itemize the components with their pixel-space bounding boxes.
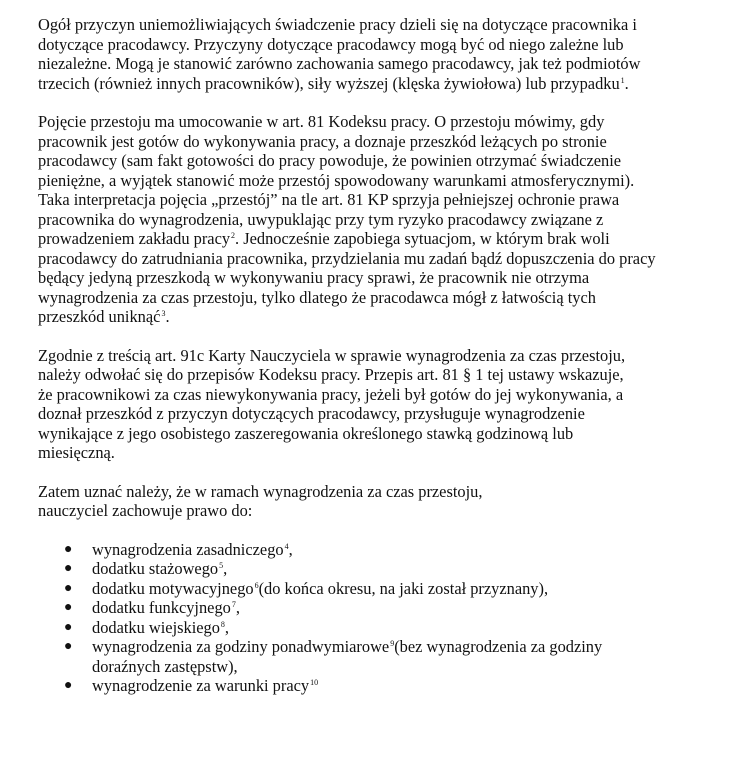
list-item [38, 540, 728, 560]
text-fragment: wynagrodzenia za godziny ponadwymiarowe [92, 637, 390, 656]
list-item [38, 618, 728, 638]
text-line: Zgodnie z treścią art. 91c Karty Nauczyciela w sprawie wynagrodzenia za czas przestoju, [38, 345, 626, 365]
footnote-marker[interactable]: 2 [231, 231, 236, 240]
footnote-marker[interactable]: 3 [161, 309, 166, 318]
text-line: będący jedyną przeszkodą w wykonywaniu pracy sprawi, że pracownik nie otrzyma [38, 268, 590, 287]
text-fragment: dodatku funkcyjnego [92, 598, 231, 617]
footnote-marker[interactable]: 7 [231, 600, 236, 609]
text-line: pracodawcy (sam fakt gotowości do pracy powoduje, że powinien otrzymać świadczenie [38, 151, 622, 170]
paragraph-4 [38, 482, 728, 521]
list-item [38, 637, 728, 676]
paragraph-3 [38, 346, 728, 463]
entitlements-list [38, 540, 728, 696]
text-fragment: . [165, 307, 170, 326]
text-line: Taka interpretacja pojęcia „przestój” na tle art. 81 KP sprzyja pełniejszej ochronie prawa [38, 190, 620, 209]
text-line: dotyczące pracodawcy. Przyczyny dotyczące pracodawcy mogą być od niego zależne lub [38, 34, 624, 54]
text-line [38, 74, 728, 94]
list-item [38, 559, 728, 579]
bullet-icon: ● [64, 541, 73, 557]
list-item [38, 598, 728, 618]
text-line: pracodawcy do zatrudniania pracownika, przydzielania mu zadań bądź dopuszczenia do pracy [38, 248, 656, 268]
text-fragment: , [223, 559, 228, 578]
list-item [38, 579, 728, 599]
text-fragment: wynagrodzenie za warunki pracy [92, 676, 310, 695]
footnote-marker[interactable]: 6 [254, 580, 259, 590]
text-line: wynagrodzenia za czas przestoju, tylko dlatego że pracodawca mógł z łatwością tych [38, 287, 596, 307]
bullet-icon: ● [64, 678, 73, 693]
footnote-marker[interactable]: 8 [220, 619, 225, 629]
text-line: doraźnych zastępstw), [92, 656, 238, 676]
text-line: pracownika do wynagrodzenia, uwypuklając przy tym ryzyko pracodawcy związane z [38, 209, 604, 229]
bullet-icon: ● [64, 580, 73, 596]
text-fragment: (do końca okresu, na jaki został przyznany), [258, 578, 549, 598]
paragraph-2 [38, 112, 728, 327]
text-line: należy odwołać się do przepisów Kodeksu pracy. Przepis art. 81 § 1 tej ustawy wskazuje, [38, 365, 624, 384]
bullet-icon: ● [64, 600, 73, 615]
text-line: Zatem uznać należy, że w ramach wynagrodzenia za czas przestoju, [38, 481, 483, 501]
text-fragment: , [288, 539, 293, 559]
text-fragment: dodatku motywacyjnego [92, 578, 254, 598]
text-fragment: dodatku wiejskiego [92, 617, 220, 637]
text-fragment: przeszkód uniknąć [38, 307, 161, 326]
text-line [38, 229, 728, 249]
text-fragment: . [624, 73, 629, 93]
text-line: pieniężne, a wyjątek stanowić może przestój spowodowany warunkami atmosferycznymi). [38, 170, 635, 190]
text-line: nauczyciel zachowuje prawo do: [38, 501, 253, 520]
text-line: pracownik jest gotów do wykonywania pracy, a doznaje przeszkód leżących po stronie [38, 131, 607, 151]
bullet-icon: ● [64, 619, 73, 635]
paragraph-1 [38, 15, 728, 93]
text-line: doznał przeszkód z przyczyn dotyczących pracodawcy, przysługuje wynagrodzenie [38, 404, 585, 423]
document-body [38, 15, 728, 696]
text-line: niezależne. Mogą je stanowić zarówno zachowania samego pracodawcy, jak też podmiotów [38, 54, 641, 73]
bullet-icon: ● [64, 639, 73, 654]
text-line: Ogół przyczyn uniemożliwiających świadczenie pracy dzieli się na dotyczące pracownika i [38, 15, 637, 34]
text-fragment: dodatku stażowego [92, 559, 219, 578]
text-line [38, 307, 728, 327]
footnote-marker[interactable]: 10 [310, 678, 319, 687]
text-line: Pojęcie przestoju ma umocowanie w art. 81 Kodeksu pracy. O przestoju mówimy, gdy [38, 112, 605, 131]
text-fragment: prowadzeniem zakładu pracy [38, 229, 231, 248]
text-fragment: wynagrodzenia zasadniczego [92, 539, 284, 559]
text-fragment: (bez wynagrodzenia za godziny [394, 637, 603, 656]
text-fragment: , [235, 598, 240, 617]
list-item [38, 676, 728, 696]
text-line: że pracownikowi za czas niewykonywania pracy, jeżeli był gotów do jej wykonywania, a [38, 384, 624, 404]
footnote-marker[interactable]: 5 [219, 561, 224, 570]
bullet-icon: ● [64, 561, 73, 576]
text-fragment: . Jednocześnie zapobiega sytuacjom, w którym brak woli [235, 229, 610, 248]
text-line [92, 637, 728, 657]
footnote-marker[interactable]: 9 [390, 639, 395, 648]
text-fragment: , [224, 617, 230, 637]
text-line: miesięczną. [38, 443, 115, 462]
text-fragment: trzecich (również innych pracowników), siły wyższej (klęska żywiołowa) lub przypadku [38, 73, 620, 93]
footnote-marker[interactable]: 1 [620, 75, 625, 85]
footnote-marker[interactable]: 4 [284, 541, 289, 551]
text-line: wynikające z jego osobistego zaszeregowania określonego stawką godzinową lub [38, 423, 574, 443]
